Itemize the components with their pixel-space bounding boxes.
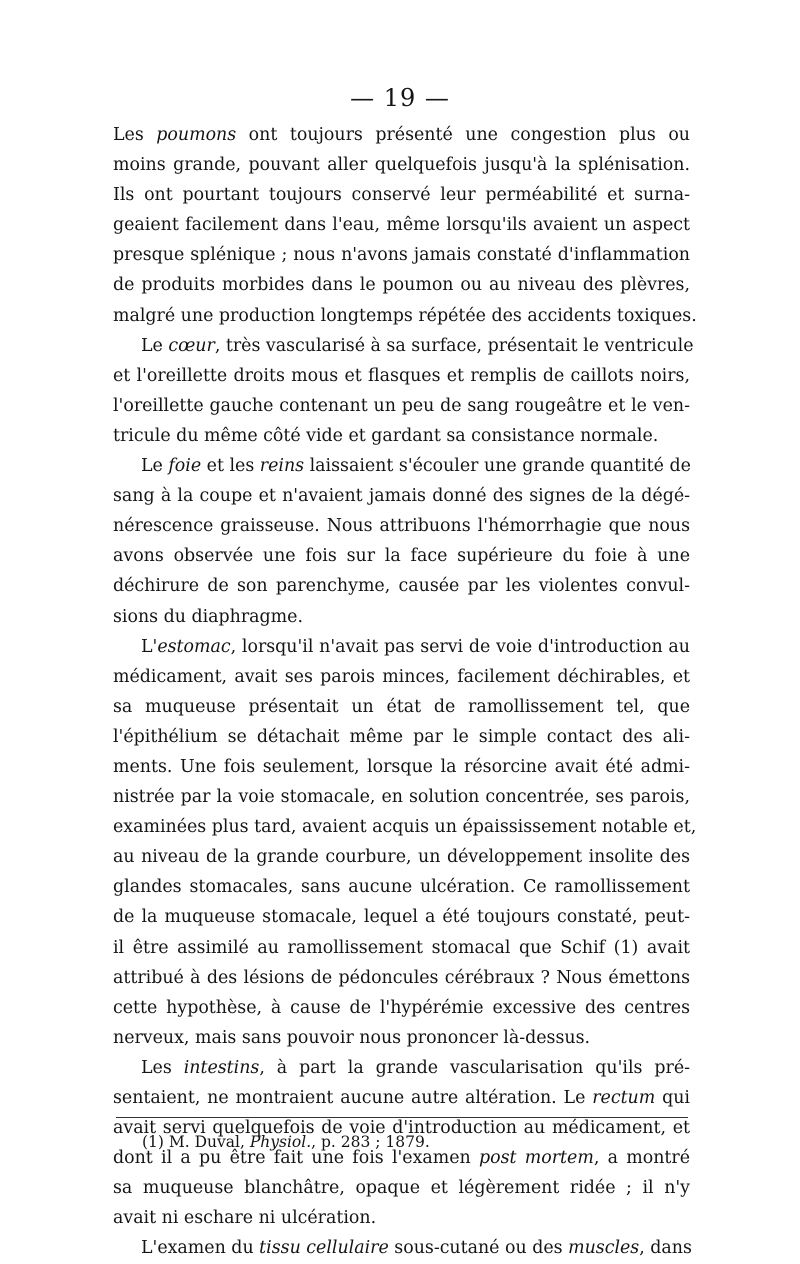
italic-term: poumons (156, 125, 237, 145)
text-run: Le (141, 335, 169, 356)
text-line (113, 933, 690, 963)
text-line (113, 1023, 690, 1053)
text-run: , à part la grande vascularisation qu'ils pré- (259, 1057, 690, 1078)
text-run: Ils ont pourtant toujours conservé leur perméabilité et surna- (113, 185, 690, 206)
italic-term: estomac (157, 636, 231, 657)
text-run: il être assimilé au ramollissement stomacal que Schif (1) avait (113, 937, 690, 958)
text-run: déchirure de son parenchyme, causée par les violentes convul- (113, 576, 690, 597)
text-run: Les (141, 1057, 184, 1078)
text-run: , dans (639, 1238, 692, 1259)
text-run: malgré une production longtemps répétée des accidents toxiques. (113, 305, 697, 326)
text-run: tricule du même côté vide et gardant sa consistance normale. (113, 425, 659, 446)
text-run: , p. 283 ; 1879. (311, 1133, 430, 1151)
text-line (113, 872, 690, 902)
text-line (113, 571, 690, 601)
text-line (113, 692, 690, 722)
footnote (142, 1133, 430, 1151)
text-run: , a montré (593, 1148, 690, 1169)
text-run: de la muqueuse stomacale, lequel a été toujours constaté, peut- (113, 907, 690, 928)
text-line (113, 391, 690, 421)
text-run: sa muqueuse blanchâtre, opaque et légèrement ridée ; il n'y (113, 1178, 690, 1199)
text-run: avons observée une fois sur la face supérieure du foie à une (113, 546, 690, 567)
text-line (113, 451, 690, 481)
text-run: sentaient, ne montraient aucune autre altération. Le (113, 1088, 593, 1108)
text-run: sang à la coupe et n'avaient jamais donné des signes de la dégé- (113, 486, 690, 507)
text-line (113, 1083, 690, 1113)
text-line (113, 1203, 690, 1233)
italic-term: rectum (592, 1088, 656, 1108)
text-run: , très vascularisé à sa surface, présentait le ventricule (214, 335, 694, 356)
text-run: l'épithélium se détachait même par le simple contact des ali- (113, 726, 690, 747)
text-run: cette hypothèse, à cause de l'hypérémie excessive des centres (113, 997, 690, 1018)
text-line (113, 752, 690, 782)
text-run: examinées plus tard, avaient acquis un épaississement notable et, (113, 817, 697, 838)
text-line (113, 150, 690, 180)
text-line (113, 602, 690, 632)
text-run: geaient facilement dans l'eau, même lorsqu'ils avaient un aspect (113, 215, 690, 236)
text-run: L' (141, 636, 158, 657)
text-run: moins grande, pouvant aller quelquefois jusqu'à la splénisation. (113, 155, 690, 176)
text-line (113, 481, 690, 511)
text-line (113, 1233, 690, 1263)
text-run: et les (201, 456, 260, 477)
italic-term: tissu cellulaire (259, 1238, 389, 1259)
italic-term: post mortem (479, 1148, 594, 1169)
text-run: Les (113, 125, 157, 145)
text-run: au niveau de la grande courbure, un développement insolite des (113, 847, 690, 868)
text-line (113, 902, 690, 932)
text-run: sions du diaphragme. (113, 606, 303, 627)
text-line (113, 180, 690, 210)
text-run: avait ni eschare ni ulcération. (113, 1208, 377, 1229)
text-run: de produits morbides dans le poumon ou au niveau des plèvres, (113, 275, 690, 296)
text-line (113, 421, 690, 451)
text-run: qui (655, 1088, 690, 1108)
text-line (113, 963, 690, 993)
body-text (113, 120, 697, 1264)
text-line (113, 722, 690, 752)
text-run: glandes stomacales, sans aucune ulcération. Ce ramollissement (113, 877, 690, 898)
text-run: ont toujours présenté une congestion plus ou (236, 125, 690, 145)
italic-term: reins (259, 456, 305, 477)
footnote-rule (116, 1117, 688, 1118)
text-line (113, 662, 690, 692)
text-run: laissaient s'écouler une grande quantité de (304, 456, 691, 477)
text-run: l'oreillette gauche contenant un peu de sang rougeâtre et le ven- (113, 395, 690, 416)
text-run: dont il a pu être fait une fois l'examen (113, 1148, 480, 1169)
text-line (113, 120, 690, 150)
text-line (113, 1053, 690, 1083)
text-line (113, 511, 690, 541)
text-line (113, 240, 690, 270)
page-number: — 19 — (350, 84, 450, 112)
text-line (113, 842, 690, 872)
text-run: L'examen du (141, 1238, 260, 1259)
text-line (113, 210, 690, 240)
text-line (113, 270, 690, 300)
italic-term: cœur (168, 335, 215, 356)
text-run: sa muqueuse présentait un état de ramollissement tel, que (113, 696, 690, 717)
italic-term: Physiol. (249, 1133, 312, 1151)
text-run: attribué à des lésions de pédoncules cérébraux ? Nous émettons (113, 967, 690, 988)
italic-term: muscles (568, 1238, 640, 1259)
text-run: nerveux, mais sans pouvoir nous prononcer là-dessus. (113, 1027, 591, 1048)
text-run: ments. Une fois seulement, lorsque la résorcine avait été admi- (113, 756, 690, 777)
italic-term: intestins (183, 1057, 260, 1078)
text-line (113, 301, 697, 331)
text-line (113, 993, 690, 1023)
text-run: , lorsqu'il n'avait pas servi de voie d'introduction au (230, 636, 690, 657)
text-run: et l'oreillette droits mous et flasques et remplis de caillots noirs, (113, 365, 690, 386)
text-run: (1) M. Duval, (142, 1133, 250, 1151)
text-line (113, 812, 697, 842)
text-run: sous-cutané ou des (388, 1238, 569, 1259)
text-line (113, 331, 694, 361)
text-run: presque splénique ; nous n'avons jamais constaté d'inflammation (113, 245, 690, 266)
italic-term: foie (168, 456, 202, 477)
text-line (113, 361, 690, 391)
text-line (113, 1173, 690, 1203)
text-line (113, 541, 690, 571)
text-run: nistrée par la voie stomacale, en solution concentrée, ses parois, (113, 787, 690, 808)
text-run: nérescence graisseuse. Nous attribuons l'hémorrhagie que nous (113, 516, 690, 537)
text-run: Le (141, 456, 169, 477)
text-line (113, 782, 690, 812)
text-run: médicament, avait ses parois minces, facilement déchirables, et (113, 666, 690, 687)
text-line (113, 632, 690, 662)
text-run: avait servi quelquefois de voie d'introduction au médicament, et (113, 1118, 690, 1139)
